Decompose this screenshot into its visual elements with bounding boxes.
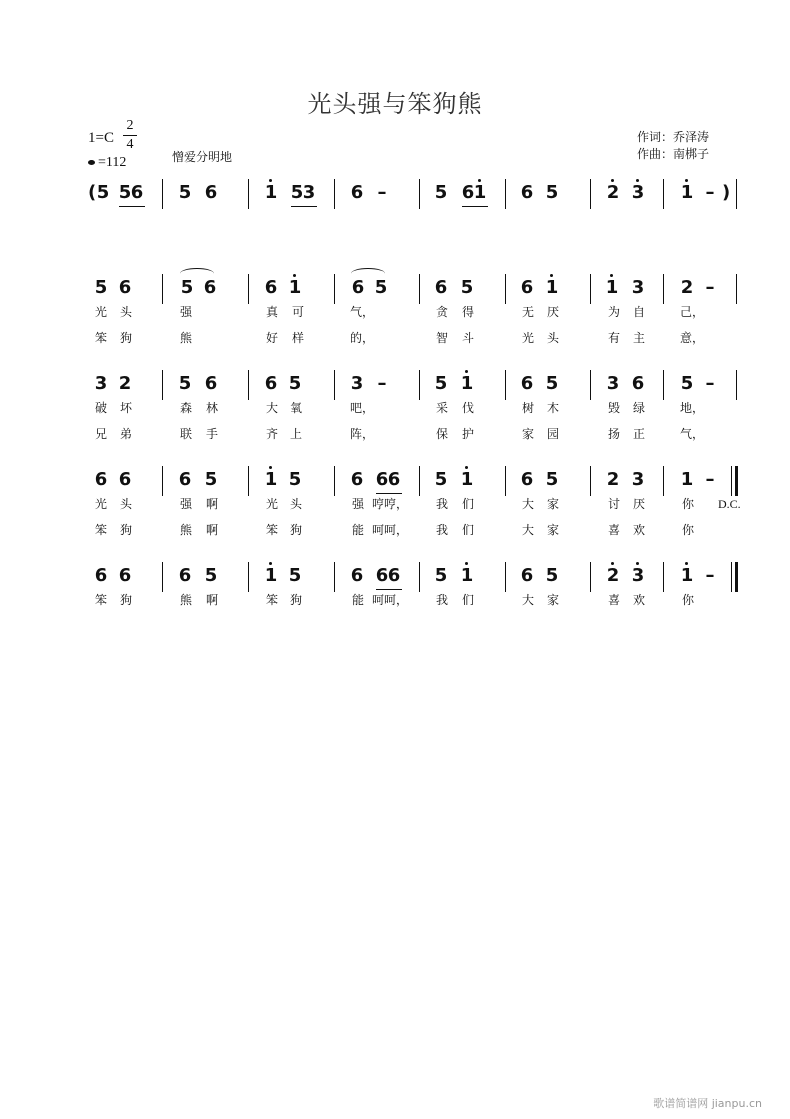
- octave-dot: [269, 562, 272, 565]
- barline: [334, 179, 335, 209]
- note: 5: [290, 182, 304, 203]
- barline: [419, 562, 420, 592]
- lyric: 林: [205, 401, 218, 415]
- staff-line-intro: [88, 183, 738, 213]
- note: 6: [375, 565, 389, 586]
- octave-dot: [636, 562, 639, 565]
- lyric: 熊: [179, 593, 192, 607]
- lyric: 你: [681, 497, 694, 511]
- barline: [248, 370, 249, 400]
- note: 6: [520, 277, 534, 298]
- lyric: 护: [461, 427, 474, 441]
- lyric: 光: [94, 305, 107, 319]
- note: 5: [204, 469, 218, 490]
- barline: [248, 179, 249, 209]
- note: 5: [434, 469, 448, 490]
- barline: [162, 466, 163, 496]
- lyric: 狗: [119, 593, 132, 607]
- lyric: 强: [351, 497, 364, 511]
- note: 5: [680, 373, 694, 394]
- lyric: 我: [435, 523, 448, 537]
- eighth-beam: [462, 206, 488, 207]
- lyric: 狗: [119, 523, 132, 537]
- note: 3: [606, 373, 620, 394]
- dash: –: [705, 182, 715, 203]
- final-barline-thick: [735, 562, 738, 592]
- dash: –: [705, 469, 715, 490]
- lyric: 氧: [289, 401, 302, 415]
- eighth-beam: [376, 493, 402, 494]
- final-barline-thick: [735, 466, 738, 496]
- note: 5: [288, 469, 302, 490]
- octave-dot: [269, 179, 272, 182]
- note: 6: [204, 182, 218, 203]
- note: 5: [374, 277, 388, 298]
- lyric: 光: [265, 497, 278, 511]
- eighth-beam: [291, 206, 317, 207]
- lyric: 意，: [680, 331, 705, 345]
- barline: [162, 370, 163, 400]
- barline: [590, 466, 591, 496]
- note: 5: [288, 373, 302, 394]
- barline: [736, 179, 737, 209]
- lyric: 我: [435, 593, 448, 607]
- lyrics-line-3b: [88, 425, 738, 441]
- barline: [663, 466, 664, 496]
- lyric: 头: [289, 497, 302, 511]
- lyric: 家: [546, 523, 559, 537]
- note: 5: [545, 373, 559, 394]
- lyric: 大: [521, 523, 534, 537]
- note: 2: [680, 277, 694, 298]
- note-high: 1: [605, 278, 619, 298]
- tempo-value: =112: [98, 155, 127, 170]
- note: 5: [545, 469, 559, 490]
- note: 3: [631, 277, 645, 298]
- note: 6: [118, 277, 132, 298]
- octave-dot: [550, 274, 553, 277]
- lyric: 为: [607, 305, 620, 319]
- note: 3: [94, 373, 108, 394]
- tempo-mark: [88, 155, 126, 171]
- note: 6: [130, 182, 144, 203]
- lyric: 气，: [680, 427, 705, 441]
- lyric: 地，: [680, 401, 705, 415]
- lyric: 狗: [289, 523, 302, 537]
- close-paren: ): [722, 182, 731, 203]
- lyric: 毁: [607, 401, 620, 415]
- lyric: 弟: [119, 427, 132, 441]
- note: 5: [460, 277, 474, 298]
- lyric: 欢: [632, 523, 645, 537]
- lyric: 气，: [350, 305, 375, 319]
- lyric: 森: [179, 401, 192, 415]
- lyric: 家: [546, 497, 559, 511]
- note-high: 3: [631, 566, 645, 586]
- lyric: 阵，: [350, 427, 375, 441]
- time-top: 2: [126, 118, 134, 133]
- final-barline-thin: [731, 562, 732, 592]
- time-fraction-line: [123, 135, 137, 136]
- note-high: 1: [680, 566, 694, 586]
- lyric: 你: [681, 523, 694, 537]
- barline: [419, 274, 420, 304]
- note: 6: [203, 277, 217, 298]
- final-barline-thin: [731, 466, 732, 496]
- lyric: 斗: [461, 331, 474, 345]
- octave-dot: [685, 562, 688, 565]
- lyric: 有: [607, 331, 620, 345]
- barline: [334, 370, 335, 400]
- lyric: 头: [546, 331, 559, 345]
- lyric: 自: [632, 305, 645, 319]
- lyric: 熊: [179, 331, 192, 345]
- lyric: 们: [461, 523, 474, 537]
- lyric: 坏: [119, 401, 132, 415]
- lyric: 扬: [607, 427, 620, 441]
- lyric: 喜: [607, 523, 620, 537]
- lyric: 大: [521, 593, 534, 607]
- quarter-note-icon: [88, 160, 95, 165]
- octave-dot: [293, 274, 296, 277]
- barline: [162, 179, 163, 209]
- octave-dot: [611, 562, 614, 565]
- dash: –: [705, 277, 715, 298]
- barline: [334, 562, 335, 592]
- lyric: 样: [291, 331, 304, 345]
- lyric: 主: [632, 331, 645, 345]
- note: 3: [631, 469, 645, 490]
- note: 6: [178, 469, 192, 490]
- barline: [590, 179, 591, 209]
- open-paren: (: [88, 182, 97, 203]
- eighth-beam: [119, 206, 145, 207]
- eighth-beam: [376, 589, 402, 590]
- dc-marking: D.C.: [718, 497, 741, 511]
- note: 6: [520, 182, 534, 203]
- lyric: 大: [521, 497, 534, 511]
- note: 6: [178, 565, 192, 586]
- note-high: 1: [460, 374, 474, 394]
- note: 6: [350, 565, 364, 586]
- note: 5: [545, 182, 559, 203]
- lyric: 厌: [632, 497, 645, 511]
- lyrics-line-4b: [88, 521, 738, 537]
- lyric: 头: [119, 305, 132, 319]
- barline: [334, 466, 335, 496]
- octave-dot: [611, 179, 614, 182]
- octave-dot: [685, 179, 688, 182]
- note-high: 1: [264, 183, 278, 203]
- note: 5: [434, 373, 448, 394]
- lyric: 智: [435, 331, 448, 345]
- note: 5: [96, 182, 110, 203]
- barline: [248, 562, 249, 592]
- note: 6: [264, 277, 278, 298]
- note: 6: [387, 469, 401, 490]
- lyric: 啊: [205, 523, 218, 537]
- lyric: 无: [521, 305, 534, 319]
- song-title: 光头强与笨狗熊: [307, 90, 483, 118]
- lyric: 狗: [119, 331, 132, 345]
- note: 6: [118, 565, 132, 586]
- lyric: 光: [521, 331, 534, 345]
- lyric: 伐: [461, 401, 474, 415]
- lyric: 笨: [94, 523, 107, 537]
- time-signature: [123, 118, 137, 153]
- composer-credit: 作曲：南梆子: [637, 147, 710, 161]
- barline: [505, 466, 506, 496]
- lyric: 贪: [435, 305, 448, 319]
- note: 1: [680, 469, 694, 490]
- lyric: 强: [179, 497, 192, 511]
- note-high: 2: [606, 183, 620, 203]
- lyric: 笨: [265, 523, 278, 537]
- barline: [419, 370, 420, 400]
- lyric: 兄: [94, 427, 107, 441]
- note-high: 1: [680, 183, 694, 203]
- octave-dot: [465, 466, 468, 469]
- barline: [248, 274, 249, 304]
- lyric: 熊: [179, 523, 192, 537]
- octave-dot: [269, 466, 272, 469]
- barline: [590, 274, 591, 304]
- note: 5: [178, 373, 192, 394]
- note: 2: [606, 469, 620, 490]
- note: 6: [351, 277, 365, 298]
- barline: [590, 562, 591, 592]
- note: 5: [178, 182, 192, 203]
- lyric: 啊: [205, 593, 218, 607]
- note-high: 1: [264, 566, 278, 586]
- note: 6: [434, 277, 448, 298]
- barline: [663, 370, 664, 400]
- note: 6: [350, 469, 364, 490]
- dash: –: [377, 373, 387, 394]
- barline: [736, 370, 737, 400]
- note-high: 1: [460, 470, 474, 490]
- note: 5: [288, 565, 302, 586]
- octave-dot: [478, 179, 481, 182]
- site-watermark: 歌谱简谱网 jianpu.cn: [653, 1097, 762, 1110]
- note: 3: [350, 373, 364, 394]
- barline: [505, 179, 506, 209]
- lyric: 真: [265, 305, 278, 319]
- note: 6: [350, 182, 364, 203]
- note: 6: [520, 373, 534, 394]
- lyric: 笨: [94, 593, 107, 607]
- octave-dot: [636, 179, 639, 182]
- note: 6: [94, 565, 108, 586]
- lyric: 笨: [265, 593, 278, 607]
- note: 5: [204, 565, 218, 586]
- lyric: 能: [351, 523, 364, 537]
- time-bottom: 4: [126, 137, 134, 152]
- lyric: 啊: [205, 497, 218, 511]
- note: 3: [302, 182, 316, 203]
- lyric: 破: [94, 401, 107, 415]
- lyric: 手: [205, 427, 218, 441]
- barline: [663, 179, 664, 209]
- note: 6: [520, 469, 534, 490]
- lyric: 们: [461, 593, 474, 607]
- lyric: 联: [179, 427, 192, 441]
- dash: –: [705, 373, 715, 394]
- lyric: 的，: [350, 331, 375, 345]
- lyric: 保: [435, 427, 448, 441]
- note: 5: [434, 565, 448, 586]
- note: 6: [264, 373, 278, 394]
- barline: [419, 466, 420, 496]
- note: 5: [434, 182, 448, 203]
- note: 6: [375, 469, 389, 490]
- lyrics-line-3a: [88, 399, 738, 415]
- key-signature: 1=C: [88, 130, 114, 146]
- lyric: 大: [265, 401, 278, 415]
- note-high: 3: [631, 183, 645, 203]
- lyric: 家: [546, 593, 559, 607]
- lyric: 哼哼，: [372, 497, 409, 511]
- lyric: 欢: [632, 593, 645, 607]
- note-high: 1: [288, 278, 302, 298]
- note: 6: [204, 373, 218, 394]
- lyric: 齐: [265, 427, 278, 441]
- note: 5: [545, 565, 559, 586]
- barline: [162, 562, 163, 592]
- lyric: 能: [351, 593, 364, 607]
- note: 6: [387, 565, 401, 586]
- lyricist-credit: 作词：乔泽涛: [637, 130, 710, 144]
- note: 5: [118, 182, 132, 203]
- lyric: 采: [435, 401, 448, 415]
- barline: [162, 274, 163, 304]
- lyric: 笨: [94, 331, 107, 345]
- barline: [736, 274, 737, 304]
- lyric: 狗: [289, 593, 302, 607]
- lyric: 呵呵，: [372, 523, 409, 537]
- lyric: 树: [521, 401, 534, 415]
- lyric: 光: [94, 497, 107, 511]
- lyric: 家: [521, 427, 534, 441]
- barline: [248, 466, 249, 496]
- note: 6: [461, 182, 475, 203]
- barline: [505, 370, 506, 400]
- note: 5: [94, 277, 108, 298]
- octave-dot: [610, 274, 613, 277]
- note: 5: [180, 277, 194, 298]
- lyric: 己，: [680, 305, 705, 319]
- note: 6: [94, 469, 108, 490]
- lyrics-line-2b: [88, 329, 738, 345]
- lyric: 讨: [607, 497, 620, 511]
- note: 6: [520, 565, 534, 586]
- octave-dot: [465, 370, 468, 373]
- lyric: 们: [461, 497, 474, 511]
- note: 2: [118, 373, 132, 394]
- lyric: 强: [179, 305, 192, 319]
- note-high: 1: [264, 470, 278, 490]
- note: 6: [118, 469, 132, 490]
- barline: [505, 274, 506, 304]
- note: 6: [631, 373, 645, 394]
- barline: [334, 274, 335, 304]
- lyrics-line-4a: [88, 495, 738, 511]
- lyric: 你: [681, 593, 694, 607]
- lyric: 好: [265, 331, 278, 345]
- lyric: 头: [119, 497, 132, 511]
- dash: –: [705, 565, 715, 586]
- lyrics-line-5a: [88, 591, 738, 607]
- lyric: 园: [546, 427, 559, 441]
- expression-mark: 憎爱分明地: [172, 150, 233, 164]
- lyric: 上: [289, 427, 302, 441]
- dash: –: [377, 182, 387, 203]
- barline: [419, 179, 420, 209]
- lyrics-line-2a: [88, 303, 738, 319]
- barline: [590, 370, 591, 400]
- lyric: 木: [546, 401, 559, 415]
- lyric: 我: [435, 497, 448, 511]
- lyric: 呵呵，: [372, 593, 409, 607]
- octave-dot: [465, 562, 468, 565]
- lyric: 喜: [607, 593, 620, 607]
- barline: [505, 562, 506, 592]
- note-high: 1: [460, 566, 474, 586]
- note-high: 1: [545, 278, 559, 298]
- lyric: 绿: [632, 401, 645, 415]
- barline: [663, 274, 664, 304]
- lyric: 可: [291, 305, 304, 319]
- lyric: 正: [632, 427, 645, 441]
- lyric: 吧，: [350, 401, 375, 415]
- note-high: 2: [606, 566, 620, 586]
- note-high: 1: [473, 183, 487, 203]
- lyric: 得: [461, 305, 474, 319]
- lyric: 厌: [546, 305, 559, 319]
- barline: [663, 562, 664, 592]
